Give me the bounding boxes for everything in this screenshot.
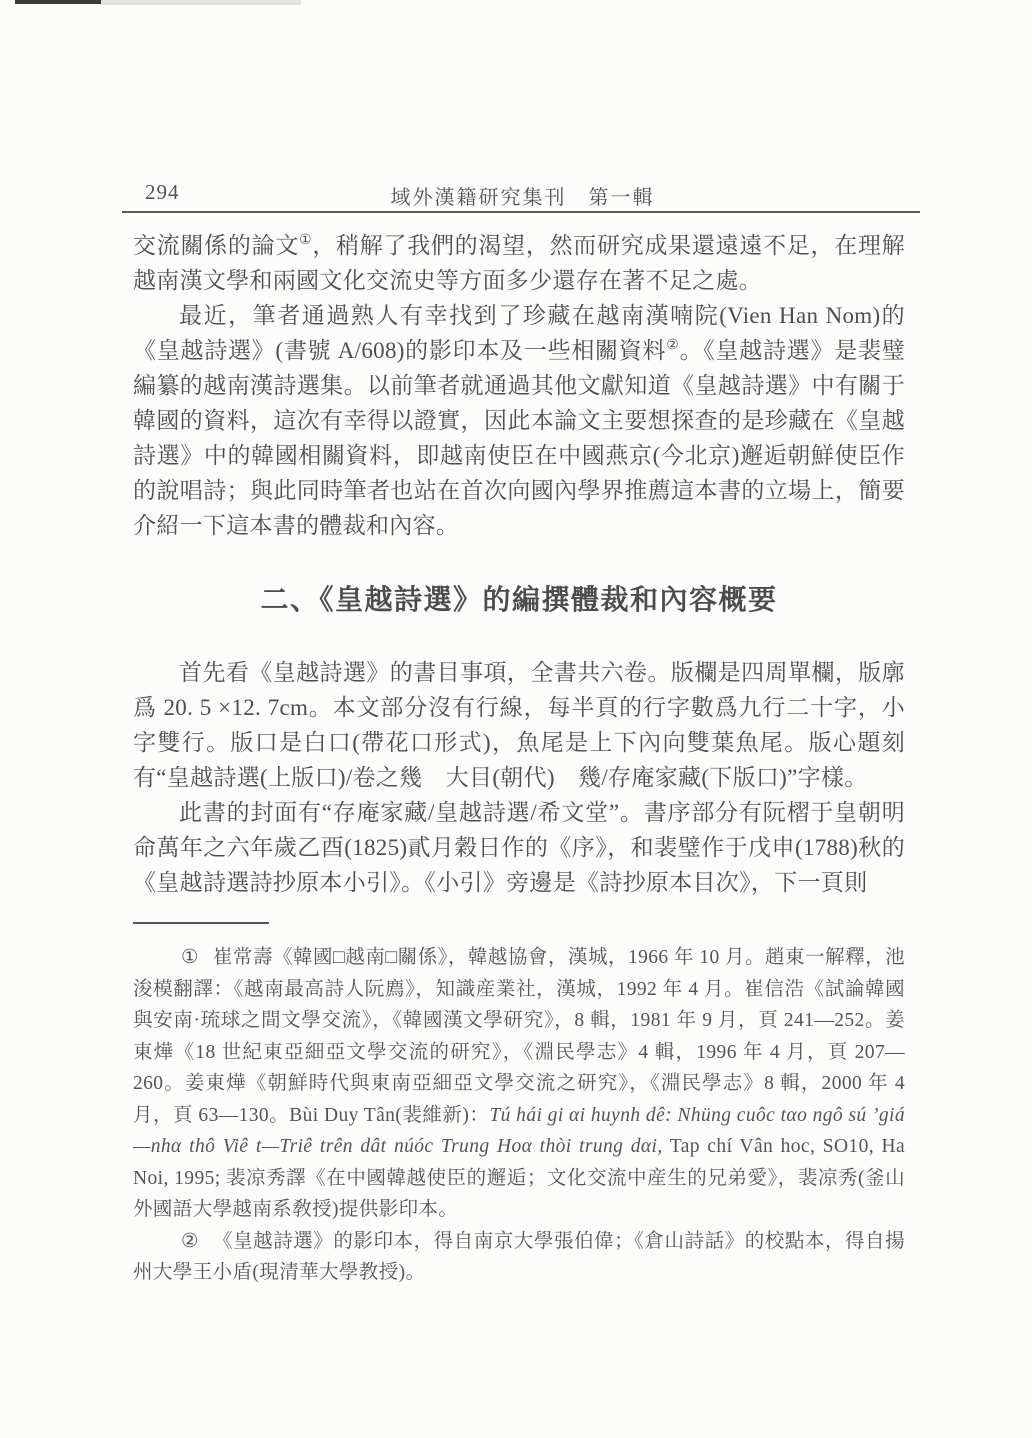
header-rule <box>122 211 920 213</box>
section-heading: 二、《皇越詩選》的編撰體裁和內容概要 <box>260 584 778 615</box>
paragraph-2-text-b: 。《皇越詩選》是裴璧編纂的越南漢詩選集。以前筆者就通過其他文獻知道《皇越詩選》中有關于韓國的資料，這次有幸得以證實，因此本論文主要想探查的是珍藏在《皇越詩選》中的韓國相關資料，即越南使臣在中國燕京(今北京)邂逅朝鮮使臣作的說唱詩；與此同時筆者也站在首次向國內學界推薦這本書的立場上，簡要介紹一下這本書的體裁和內容。 <box>133 338 906 538</box>
paragraph-1-text-a: 交流關係的論文 <box>133 233 300 258</box>
footnotes-block <box>133 942 905 1289</box>
footnote-ref-2: ② <box>666 338 680 353</box>
footnote-1-text-a: 崔常壽《韓國□越南□關係》，韓越協會，漢城，1966 年 10 月。趙東一解釋，池浚模翻譯：《越南最高詩人阮廌》，知識産業社，漢城，1992 年 4 月。崔信浩《試論韓國與安南·琉球之間文學交流》，《韓國漢文學研究》，8 輯，1981 年 9 月，頁 241—252。姜東燁《18 世紀東亞細亞文學交流的研究》，《淵民學志》4 輯，1996 年 4 月，頁 207—260。姜東燁《朝鮮時代與東南亞細亞文學交流之研究》，《淵民學志》8 輯，2000 年 4 月，頁 63—130。Bùi Duy Tân(裴維新)： <box>133 947 905 1126</box>
page-header <box>133 180 912 209</box>
page-number: 294 <box>145 180 180 204</box>
scan-artifact-light <box>101 0 301 5</box>
paragraph-4: 此書的封面有“存庵家藏/皇越詩選/希文堂”。書序部分有阮槢于皇朝明命萬年之六年歲乙酉(1825)貳月穀日作的《序》，和裴璧作于戊申(1788)秋的《皇越詩選詩抄原本小引》。《小引》旁邊是《詩抄原本目次》，下一頁則 <box>133 800 905 895</box>
footnote-1-vietnamese-title: Tú hái gi αi huynh dê: Nhüng cuôc tαo ngô sú ’giá—nhα thô Viê t—Triê trên dât núóc Trung Hoα thòi trung dαi <box>133 1104 905 1157</box>
paragraph-1-text-b: ，稍解了我們的渴望，然而研究成果還遠遠不足，在理解越南漢文學和兩國文化交流史等方面多少還存在著不足之處。 <box>133 233 905 293</box>
footnote-ref-1: ① <box>299 233 313 248</box>
footnote-1-marker: ① <box>181 947 199 968</box>
footnote-1 <box>133 942 905 1226</box>
footnote-2-text: 《皇越詩選》的影印本，得自南京大學張伯偉；《倉山詩話》的校點本，得自揚州大學王小盾(現清華大學教授)。 <box>133 1230 905 1283</box>
paragraph-3: 首先看《皇越詩選》的書目事項，全書共六卷。版欄是四周單欄，版廓爲 20. 5 ×12. 7cm。本文部分沒有行線，每半頁的行字數爲九行二十字，小字雙行。版口是白口(帶花口形式)，魚尾是上下內向雙葉魚尾。版心題刻有“皇越詩選(上版口)/卷之幾 大目(朝代) 幾/存庵家藏(下版口)”字樣。 <box>133 660 905 790</box>
footnote-2 <box>133 1226 905 1289</box>
scan-artifact-dark <box>15 0 101 4</box>
article-body <box>133 228 905 1289</box>
footnote-2-marker: ② <box>181 1230 200 1252</box>
journal-title: 域外漢籍研究集刊 第一輯 <box>390 187 655 209</box>
footnote-1-text-b: , Tap chí Vân hoc, SO10, Ha Noi, 1995; 裴凉秀譯《在中國韓越使臣的邂逅；文化交流中産生的兄弟愛》，裴凉秀(釜山外國語大學越南系敎授)提供影印本。 <box>133 1136 905 1220</box>
paragraph-2-text-a: 最近，筆者通過熟人有幸找到了珍藏在越南漢喃院(Vien Han Nom)的《皇越詩選》(書號 A/608)的影印本及一些相關資料 <box>133 303 905 363</box>
paragraph-2 <box>133 298 905 543</box>
paragraph-1 <box>133 228 905 298</box>
footnote-separator <box>133 922 269 924</box>
